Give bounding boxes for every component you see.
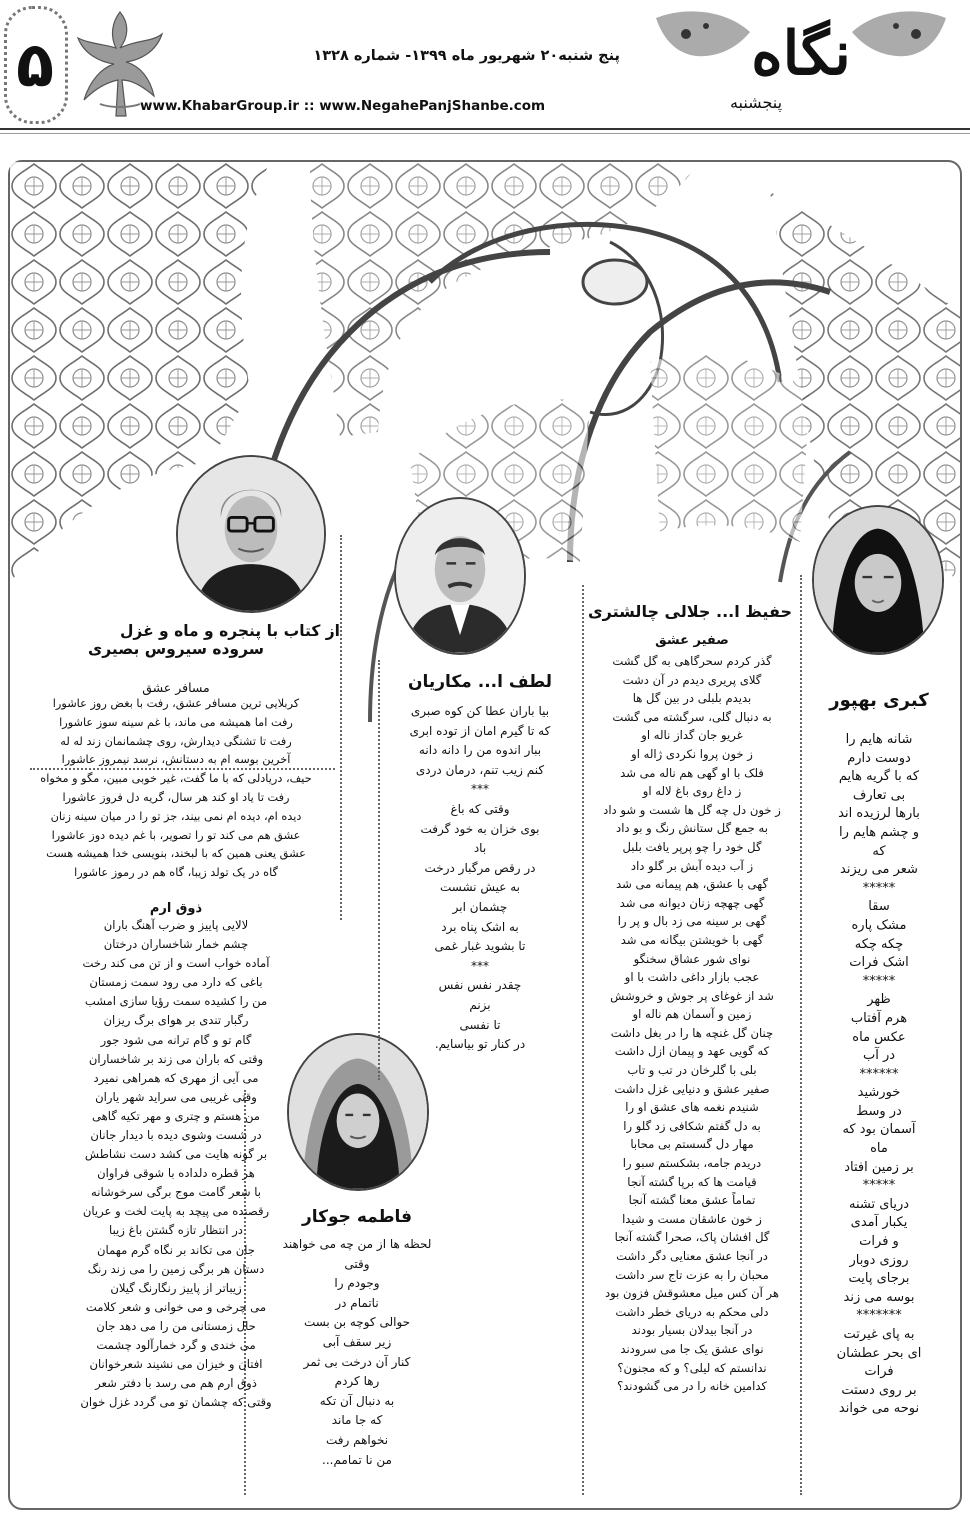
poem-line: بر زمین افتاد (844, 1159, 914, 1175)
poem-line: قیامت ها که برپا گشته آنجا (627, 1174, 757, 1189)
column-divider (800, 575, 802, 1495)
poem-line: نوای عشق یک جا می سرودند (620, 1341, 764, 1356)
poem-line: بی تعارف (852, 787, 906, 803)
poem-line: گام تو و گام ترانه می شود جور (100, 1032, 252, 1047)
poem-line: لالایی پاییز و ضرب آهنگ باران (103, 917, 249, 932)
poem-line: هر آن کس میل معشوقش فزون بود (604, 1286, 780, 1301)
poem-line: ناتمام در (335, 1295, 379, 1310)
poem-line: دلی محکم به دریای خطر داشت (615, 1304, 769, 1319)
poem-line: می آیی از مهری که همراهی نمیرد (93, 1070, 259, 1085)
poem-line: و چشم هایم را (839, 824, 919, 840)
poem-line: ز خون عاشقان مست و شیدا (622, 1211, 762, 1226)
poem-line: چنان گل غنچه ها را در بغل داشت (610, 1025, 774, 1040)
poem-line: شانه هایم را (845, 732, 913, 747)
poem-line: که (872, 843, 886, 859)
poem-line: گهی با خویشتن بیگانه می شد (620, 932, 764, 947)
poem-line: به دل گفتم شکافی زد گلو را (623, 1118, 761, 1133)
poem-line: بارها لرزیده اند (838, 806, 920, 822)
poem-line: ذوق ارم هم می رسد با دفتر شعر (95, 1376, 257, 1391)
page-header (0, 0, 970, 140)
poem-line: سقا (868, 899, 890, 915)
poem-line: در شست وشوی دیده با دیدار جانان (90, 1128, 262, 1142)
poem-line: چشمان ابر (452, 899, 508, 914)
poem-line: صفیر عشق و دنیایی غزل داشت (614, 1081, 770, 1096)
logo-subtitle: پنجشنبه (729, 93, 783, 112)
poem-line: دریدم جامه، بشکستم سبو را (622, 1156, 762, 1171)
poem-title-zogh-eram: ذوق ارم (149, 900, 203, 916)
author-name-kobra-behpour: کبری بهپور (829, 690, 929, 711)
poem-line: بزنم (469, 997, 491, 1012)
poem-line: عکس ماه (852, 1029, 906, 1045)
poem-line: ز آب دیده آبش بر گلو داد (630, 858, 754, 873)
poem-line: فلک با او گهی هم ناله می شد (620, 765, 764, 780)
poem-line: من هستم و چتری و مهر تکیه گاهی (92, 1108, 260, 1123)
poem-line: حوالی کوچه بن بست (303, 1315, 411, 1330)
poem-line: کنار آن درخت بی ثمر (303, 1354, 411, 1369)
poem-line: می چرخی و می خوانی و شعر کلامت (85, 1299, 267, 1314)
poem-mosafer-eshgh (12, 695, 340, 883)
poem-line: جان می تکاند بر نگاه گرم مهمان (97, 1242, 255, 1257)
poem-line: زیباتر از پاییز رنگارنگ گیلان (110, 1280, 242, 1295)
poem-line: در آنجا بیدلان بسیار بودند (631, 1323, 753, 1338)
poem-line: روزی دوبار (849, 1252, 909, 1268)
poem-line: دوست دارم (847, 750, 911, 766)
poem-separator: ****** (859, 1066, 899, 1082)
poem-zogh-eram (12, 916, 340, 1412)
poem-line: بوسه می زند (843, 1289, 915, 1305)
poem-line: کنم زیب تنم، درمان دردی (415, 762, 545, 777)
poem-line: رها کردم (334, 1374, 380, 1389)
poem-line: گهی چهچه زنان دیوانه می شد (619, 895, 765, 910)
poem-safir-eshgh (592, 652, 792, 1396)
poem-line: رفت تا تشنگی دیدارش، روی چشمانمان زند له له (60, 734, 292, 748)
poem-line: رقصنده می پیچد به پایت لخت و عریان (82, 1204, 270, 1219)
author-photo-kobra-behpour (812, 505, 944, 655)
poem-line: ظهر (867, 992, 891, 1008)
author-photo-lotfollah-makarian (394, 497, 526, 655)
poem-line: چشم خمار شاخساران درختان (103, 937, 249, 952)
poem-line: عجب بازار داغی داشت با او (624, 970, 760, 985)
poem-line: بیا باران عطا کن کوه صبری (410, 704, 550, 718)
poem-line: بر گونه هایت می کشد دست نشاطش (84, 1147, 268, 1162)
poem-line: به دنبال گلی، سرگشته می گشت (612, 709, 772, 724)
poem-line: خورشید (857, 1085, 901, 1101)
poem-line: باد (473, 841, 487, 856)
header-divider (0, 128, 970, 134)
poem-line: شد از غوغای پر جوش و خروشش (610, 988, 774, 1003)
poem-line: هر قطره دلداده با شوقی فراوان (97, 1166, 255, 1181)
poem-line: حیف، دریادلی که با ما گفت، غیر خوبی مبین، مگو و مخواه (40, 772, 312, 786)
logo-text: نگاه (751, 19, 851, 89)
poem-line: وقتی که چشمان تو می گردد غزل خوان (80, 1395, 272, 1410)
poem-line: که تا گیرم امان از توده ابری (409, 723, 551, 738)
poem-line: شعر می ریزند (840, 862, 918, 878)
poem-line: نخواهم رفت (325, 1432, 389, 1447)
poem-line: بدیدم بلبلی در بین گل ها (632, 691, 752, 706)
poem-line: به دنبال آن تکه (319, 1393, 395, 1408)
poem-line: ز داغ روی باغ لاله او (642, 784, 742, 799)
poem-line: می خندی و گرد خمارآلود چشمت (96, 1338, 256, 1353)
poem-line: گل خود را چو پرپر یافت بلبل (622, 839, 762, 854)
poem-line: گل افشان پاک، صحرا گشته آنجا (614, 1230, 770, 1245)
poem-line: وقتی که باران می زند بر شاخساران (88, 1051, 264, 1066)
poem-line: دریای تشنه (848, 1196, 910, 1212)
poem-line: یکبار آمدی (850, 1215, 908, 1231)
poem-line: گهی بر سینه می زد بال و پر را (617, 914, 767, 929)
poem-line: آسمان بود که (842, 1122, 916, 1138)
poem-separator: ***** (862, 880, 896, 896)
page-number: ۵ (16, 28, 54, 101)
column-lotfollah-makarian (384, 672, 576, 1055)
poem-line: تا نفسی (459, 1017, 501, 1032)
poem-line: اشک فرات (849, 955, 909, 971)
poem-separator: *** (471, 958, 489, 973)
poem-line: من نا تمامم... (322, 1452, 392, 1467)
poem-line: گهی با عشق، هم پیمانه می شد (616, 877, 768, 892)
poem-line: که با گریه هایم (838, 769, 920, 785)
poem-line: به پای غیرتت (843, 1327, 915, 1342)
poem-line: بر روی دستت (841, 1382, 917, 1398)
poem-line: در رقص مرگبار درخت (424, 860, 536, 875)
poem-line: عشق هم می کند تو را تصویر، با غم دیده دوز عاشورا (51, 828, 301, 842)
column-hafizollah-jalali (588, 602, 792, 1396)
poem-line: نوای شور عشاق سخنگو (633, 951, 751, 966)
poem-line: که گویی عهد و پیمان ازل داشت (614, 1044, 770, 1059)
poem-line: دستان هر برگی زمین را می زند رنگ (87, 1261, 265, 1276)
poem-line: مهار دل گسستم بی محابا (630, 1137, 754, 1152)
poem-line: من را کشیده سمت رؤیا سازی امشب (84, 994, 268, 1009)
column-kobra-behpour (810, 690, 948, 1419)
website-urls[interactable]: www.KhabarGroup.ir :: www.NegahePanjShanbe.com (140, 98, 546, 114)
poem-separator: ***** (862, 1178, 896, 1194)
poem-line: برجای پایت (848, 1271, 910, 1287)
poem-line: بوی خزان به خود گرفت (420, 821, 540, 836)
poem-line: وجودم را (334, 1276, 380, 1291)
poem-line: حال زمستانی من را می دهد جان (96, 1318, 256, 1333)
poem-line: به اشک پناه برد (441, 919, 519, 934)
poem-lotfollah-makarian (384, 702, 576, 1055)
poem-line: هرم آفتاب (850, 1010, 908, 1026)
issue-date-line: پنج شنبه۲۰ شهریور ماه ۱۳۹۹- شماره ۱۳۲۸ (313, 48, 620, 64)
poem-line: تا بشوید غبار غمی (434, 939, 526, 954)
book-title-line: از کتاب با پنجره و ماه و غزل (119, 622, 340, 640)
poem-line: با شعر گامت موج برگی سرخوشانه (91, 1185, 261, 1200)
poem-line: دیده ام، دیده ام نمی بیند، جز تو را در میان سینه زنان (50, 809, 302, 823)
poem-line: وقتی غریبی می سراید شهر یاران (95, 1089, 257, 1104)
poem-line: به عیش نشست (439, 880, 520, 895)
poem-line: به جمع گل ستانش رنگ و بو داد (616, 821, 768, 836)
poem-line: زمین و آسمان هم ناله او (632, 1007, 752, 1022)
poem-kobra-behpour (810, 731, 948, 1419)
poem-line: ای بحر عطشان (836, 1345, 922, 1361)
poem-line: گلای پریری دیدم در آن دشت (622, 672, 762, 687)
poem-line: در انتظار تازه گشتن باغ زیبا (109, 1223, 243, 1238)
poem-line: کربلایی ترین مسافر عشق، رفت با بغض روز عاشورا (52, 697, 300, 710)
poem-line: زیر سقف آبی (322, 1334, 392, 1349)
poem-line: محبان را به عزت تاج سر داشت (615, 1267, 769, 1282)
poem-line: ببار اندوه من را دانه دانه (418, 743, 542, 758)
poet-credit-line: سروده سیروس بصیری (88, 640, 264, 658)
poem-line: چقدر نفس نفس (438, 978, 522, 993)
poem-line: باغی که دارد می رود سمت زمستان (89, 975, 263, 990)
poem-line: تماماً عشق معنا گشته آنجا (628, 1193, 756, 1208)
poem-title-mosafer-eshgh: مسافر عشق (142, 680, 210, 695)
poem-line: ندانستم که لیلی؟ و که مجنون؟ (617, 1360, 767, 1375)
poem-title-safir-eshgh: صفیر عشق (655, 633, 729, 648)
poem-line: رگبار تندی بر هوای برگ ریزان (103, 1013, 249, 1028)
poem-line: وقتی که باغ (450, 801, 510, 816)
poem-line: آخرین بوسه ام به دستانش، نرسد نیمروز عاشورا (61, 753, 291, 767)
poem-separator: ******* (856, 1308, 902, 1324)
poem-line: در آنجا عشق معنایی دگر داشت (616, 1249, 768, 1263)
author-name-fatemeh-jokar: فاطمه جوکار (301, 1207, 413, 1227)
poem-line: در کنار تو بیاسایم. (434, 1037, 526, 1052)
poem-separator: ***** (862, 973, 896, 989)
poem-line: غریو جان گداز ناله او (641, 728, 743, 743)
poem-line: گاه در یک تولد زیبا، گاه هم در رموز عاشورا (74, 866, 278, 880)
poem-line: کدامین خانه را در می گشودند؟ (617, 1379, 767, 1394)
column-divider (378, 660, 380, 1080)
column-divider (582, 585, 584, 1495)
poem-line: افتان و خیزان می نشیند شعرخوانان (89, 1357, 263, 1372)
poem-line: شنیدم نغمه های عشق او را (625, 1100, 759, 1115)
poem-line: ز خون دل چه گل ها شست و شو داد (603, 802, 781, 817)
poem-line: در آب (862, 1048, 896, 1064)
poem-line: که جا ماند (331, 1413, 383, 1428)
poem-line: رفت اما همیشه می ماند، با غم سینه سوز عاشورا (59, 715, 293, 729)
author-photo-sirous-basiri (176, 455, 326, 613)
poem-line: لحظه ها از من چه می خواهند (282, 1237, 432, 1251)
poem-line: رفت تا یاد او کند هر سال، گریه دل فروز عاشورا (62, 790, 290, 804)
poem-line: چکه چکه (854, 936, 904, 952)
poem-line: آماده خواب است و از تن می کند رخت (82, 956, 270, 971)
poem-line: بلی با گلرخان در تب و تاب (627, 1063, 757, 1078)
poem-line: عشق یعنی همین که با لبخند، بنویسی خدا همیشه هست (46, 847, 306, 861)
poem-line: وقتی (344, 1256, 370, 1271)
column-divider (340, 535, 342, 920)
poem-line: ماه (870, 1141, 888, 1157)
column-sirous-basiri (12, 622, 340, 1412)
author-name-hafizollah-jalali: حفیظ ا... جلالی چالشتری (588, 602, 792, 621)
poem-line: و فرات (859, 1234, 899, 1250)
poem-line: نوحه می خواند (838, 1401, 920, 1417)
poem-line: گذر کردم سحرگاهی به گل گشت (612, 654, 772, 668)
poem-line: فرات (864, 1364, 894, 1380)
poem-line: مشک پاره (851, 917, 907, 933)
author-name-lotfollah-makarian: لطف ا... مکاریان (407, 672, 553, 692)
masthead-logo (646, 4, 956, 116)
poem-line: در وسط (856, 1103, 902, 1119)
poem-line: ز خون پروا نکردی ژاله او (631, 746, 753, 761)
poem-separator: *** (471, 782, 489, 797)
